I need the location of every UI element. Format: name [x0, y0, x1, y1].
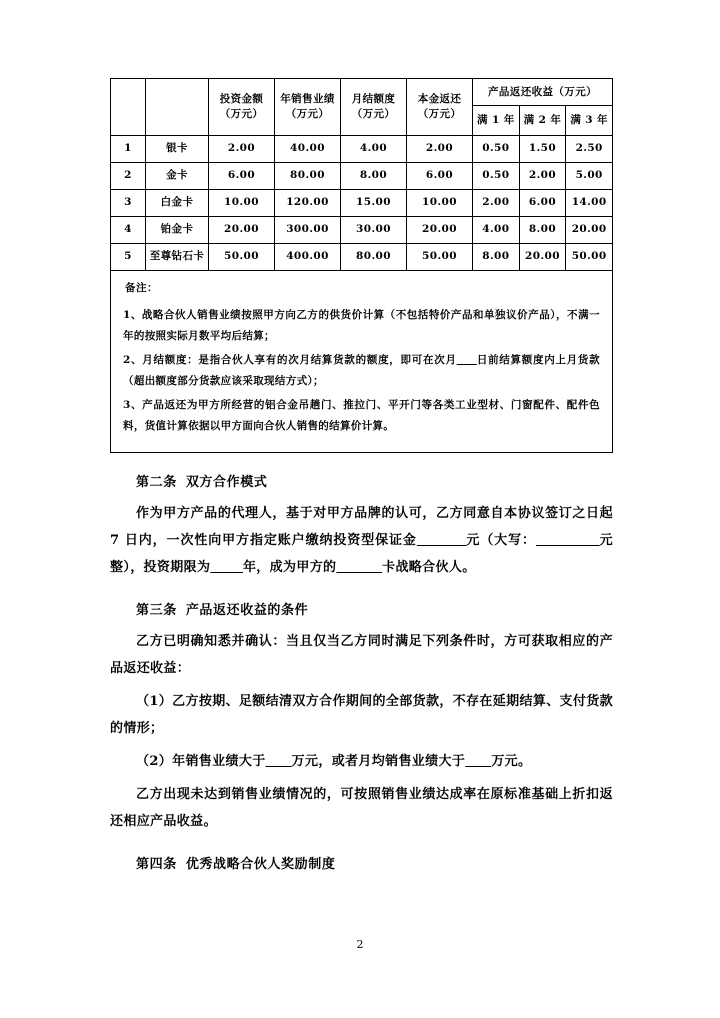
- header-investment-line2: （万元）: [219, 108, 264, 120]
- cell-index: 2: [111, 163, 146, 190]
- article-2-number: 第二条: [136, 475, 177, 490]
- cell-investment: 2.00: [209, 136, 275, 163]
- table-row: [111, 163, 613, 190]
- cell-principal-return: 2.00: [407, 136, 473, 163]
- section-heading-article-4: [110, 853, 613, 872]
- cell-year3: 2.50: [566, 136, 613, 163]
- article-4-title: 优秀战略合伙人奖励制度: [185, 857, 336, 873]
- cell-annual-sales: 300.00: [275, 217, 341, 244]
- cell-principal-return: 10.00: [407, 190, 473, 217]
- condition-2-blank-2: [465, 754, 491, 769]
- header-cell-index: [111, 79, 146, 136]
- cell-monthly-credit: 15.00: [341, 190, 407, 217]
- table-header-row-1: [111, 79, 613, 106]
- cell-year1: 8.00: [473, 244, 520, 271]
- cell-monthly-credit: 80.00: [341, 244, 407, 271]
- note-2-text-after: 日前结算额度内上月货款（超出额度部分货款应该采取现结方式）；: [123, 354, 600, 387]
- cell-annual-sales: 40.00: [275, 136, 341, 163]
- partner-tier-table: [110, 78, 613, 271]
- cell-name: 铂金卡: [146, 217, 209, 244]
- notes-title: 备注：: [125, 282, 158, 294]
- header-principal-return-line1: 本金返还: [417, 92, 462, 105]
- table-body: [111, 136, 613, 271]
- header-cell-year3: 满 3 年: [566, 106, 613, 136]
- header-monthly-credit-line2: （万元）: [351, 108, 396, 120]
- cell-year3: 14.00: [566, 190, 613, 217]
- cell-year1: 0.50: [473, 136, 520, 163]
- table-row: [111, 190, 613, 217]
- article-3-condition-1: （1）乙方按期、足额结清双方合作期间的全部货款，不存在延期结算、支付货款的情形；: [110, 694, 613, 737]
- article-2-blank-3: [210, 560, 243, 575]
- note-item: [123, 305, 600, 347]
- cell-annual-sales: 400.00: [275, 244, 341, 271]
- cell-year3: 5.00: [566, 163, 613, 190]
- cell-index: 3: [111, 190, 146, 217]
- header-cell-year2: 满 2 年: [519, 106, 566, 136]
- cell-investment: 20.00: [209, 217, 275, 244]
- condition-2-p2: 万元，或者月均销售业绩大于: [291, 754, 466, 770]
- article-2-title: 双方合作模式: [185, 475, 268, 490]
- note-2-text-before: 2、月结额度：是指合伙人享有的次月结算货款的额度，即可在次月: [123, 354, 457, 366]
- header-cell-principal-return: [407, 79, 473, 136]
- table-row: [111, 217, 613, 244]
- cell-investment: 10.00: [209, 190, 275, 217]
- cell-annual-sales: 80.00: [275, 163, 341, 190]
- cell-name: 至尊钻石卡: [146, 244, 209, 271]
- cell-year1: 0.50: [473, 163, 520, 190]
- cell-monthly-credit: 8.00: [341, 163, 407, 190]
- section-heading-article-3: [110, 599, 613, 618]
- article-2-p5: 卡战略合伙人。: [382, 560, 476, 576]
- condition-2-p1: （2）年销售业绩大于: [136, 754, 266, 770]
- article-2-p1: 作为甲方产品的代理人，基于对甲方品牌的认可，乙方同意自本协议签订之日起 7 日内，一次性向甲方指定账户缴纳投资型保证金: [110, 506, 613, 549]
- condition-2-blank-1: [266, 754, 292, 769]
- cell-year2: 2.00: [519, 163, 566, 190]
- cell-index: 5: [111, 244, 146, 271]
- header-monthly-credit-line1: 月结额度: [351, 92, 396, 105]
- cell-monthly-credit: 30.00: [341, 217, 407, 244]
- header-cell-annual-sales: [275, 79, 341, 136]
- article-2-p2: 元（大写：: [466, 533, 536, 549]
- cell-principal-return: 50.00: [407, 244, 473, 271]
- header-cell-year1: 满 1 年: [473, 106, 520, 136]
- cell-name: 银卡: [146, 136, 209, 163]
- table-row: [111, 244, 613, 271]
- note-1-text: 1、战略合伙人销售业绩按照甲方向乙方的供货价计算（不包括特价产品和单独议价产品），不满一年的按照实际月数平均后结算；: [123, 309, 600, 342]
- cell-year2: 8.00: [519, 217, 566, 244]
- cell-year3: 20.00: [566, 217, 613, 244]
- note-3-text: 3、产品返还为甲方所经营的铝合金吊趟门、推拉门、平开门等各类工业型材、门窗配件、配件色料，货值计算依据以甲方面向合伙人销售的结算价计算。: [123, 399, 600, 432]
- header-cell-monthly-credit: [341, 79, 407, 136]
- article-2-blank-2: [536, 533, 600, 548]
- header-annual-sales-line2: （万元）: [285, 108, 330, 120]
- condition-2-p3: 万元。: [491, 754, 532, 770]
- article-4-number: 第四条: [136, 857, 177, 873]
- cell-principal-return: 6.00: [407, 163, 473, 190]
- cell-index: 1: [111, 136, 146, 163]
- table-row: [111, 136, 613, 163]
- article-3-intro: 乙方已明确知悉并确认：当且仅当乙方同时满足下列条件时，方可获取相应的产品返还收益：: [110, 634, 613, 677]
- page-content: [110, 78, 613, 882]
- note-item: [123, 395, 600, 437]
- header-cell-product-return-group: 产品返还收益（万元）: [473, 79, 613, 106]
- cell-investment: 6.00: [209, 163, 275, 190]
- article-3-condition-2: [110, 748, 613, 775]
- article-3-closing: 乙方出现未达到销售业绩情况的，可按照销售业绩达成率在原标准基础上折扣返还相应产品收益。: [110, 787, 613, 830]
- header-cell-name: [146, 79, 209, 136]
- header-cell-investment: [209, 79, 275, 136]
- header-investment-line1: 投资金额: [219, 92, 264, 105]
- article-3-number: 第三条: [136, 603, 177, 619]
- cell-year1: 2.00: [473, 190, 520, 217]
- cell-name: 金卡: [146, 163, 209, 190]
- cell-year2: 6.00: [519, 190, 566, 217]
- cell-name: 白金卡: [146, 190, 209, 217]
- article-2-p4: 年，成为甲方的: [242, 560, 337, 576]
- note-2-blank: [457, 354, 477, 366]
- header-principal-return-line2: （万元）: [417, 108, 462, 120]
- notes-box: [110, 271, 613, 453]
- cell-principal-return: 20.00: [407, 217, 473, 244]
- section-heading-article-2: [110, 471, 613, 490]
- article-2-blank-1: [417, 533, 467, 548]
- article-2-paragraph: [110, 500, 613, 581]
- cell-index: 4: [111, 217, 146, 244]
- table-header: [111, 79, 613, 136]
- header-annual-sales-line1: 年销售业绩: [280, 92, 335, 105]
- cell-annual-sales: 120.00: [275, 190, 341, 217]
- cell-monthly-credit: 4.00: [341, 136, 407, 163]
- cell-investment: 50.00: [209, 244, 275, 271]
- cell-year2: 1.50: [519, 136, 566, 163]
- cell-year1: 4.00: [473, 217, 520, 244]
- article-2-blank-4: [336, 560, 382, 575]
- note-item: [123, 350, 600, 392]
- article-2-p3: 元整），投资期限为: [110, 533, 613, 576]
- page-number: 2: [356, 938, 364, 951]
- article-3-title: 产品返还收益的条件: [185, 603, 309, 619]
- cell-year3: 50.00: [566, 244, 613, 271]
- cell-year2: 20.00: [519, 244, 566, 271]
